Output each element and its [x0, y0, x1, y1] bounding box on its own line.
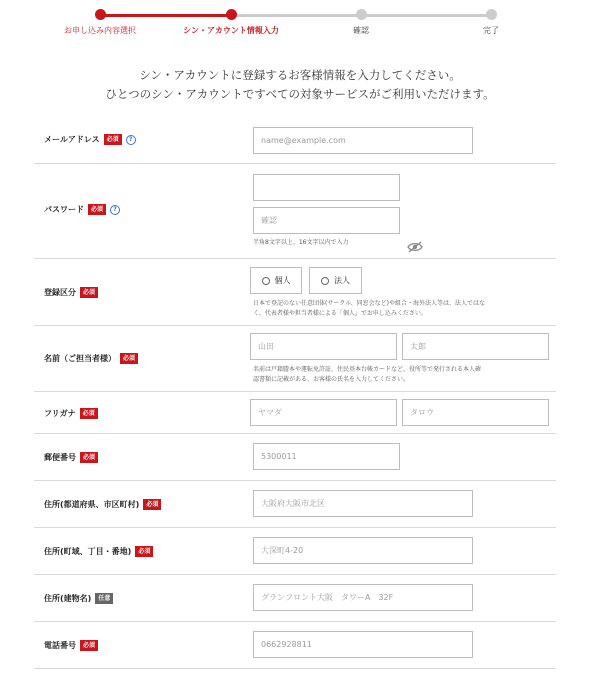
registration-form	[34, 120, 556, 669]
required-badge: 必須	[120, 353, 138, 364]
email-label-group	[44, 134, 136, 145]
radio-circle-icon	[262, 277, 270, 285]
postal-row	[34, 434, 556, 481]
step-3-label: 確認	[353, 26, 369, 35]
name-note	[253, 365, 481, 385]
postal-code-input[interactable]	[253, 443, 400, 470]
address3-row	[34, 575, 556, 622]
registration-type-label-group	[44, 287, 98, 298]
password-row	[34, 164, 556, 259]
furigana-row	[34, 392, 556, 434]
address1-row	[34, 481, 556, 528]
first-name-kana-input[interactable]	[402, 399, 549, 426]
address-prefecture-city-input[interactable]	[253, 490, 473, 517]
password-input[interactable]	[253, 174, 400, 201]
step-4-label: 完了	[483, 26, 499, 35]
first-name-input[interactable]	[402, 333, 549, 360]
address3-label: 住所(建物名)	[44, 594, 92, 603]
registration-type-note-line-1: 日本で登記のない任意団体(サークル、同窓会など)や組合・海外法人等は、法人ではな	[253, 300, 486, 307]
intro-line-2: ひとつのシン・アカウントですべての対象サービスがご利用いただけます。	[105, 87, 495, 101]
address3-label-group	[44, 593, 113, 604]
address-town-street-input[interactable]	[253, 537, 473, 564]
last-name-kana-input[interactable]	[250, 399, 397, 426]
required-badge: 必須	[143, 499, 161, 510]
optional-badge: 任意	[95, 593, 113, 604]
address2-row	[34, 528, 556, 575]
password-label: パスワード	[44, 205, 84, 214]
name-label: 名前（ご担当者様）	[44, 354, 116, 363]
required-badge: 必須	[80, 408, 98, 419]
phone-label: 電話番号	[44, 641, 76, 650]
step-2-dot	[226, 9, 237, 20]
name-row	[34, 326, 556, 392]
registration-type-note-line-2: く、代表者様や担当者様による「個人」でお申し込みください。	[253, 310, 427, 317]
required-badge: 必須	[80, 452, 98, 463]
last-name-input[interactable]	[250, 333, 397, 360]
radio-individual[interactable]	[250, 267, 302, 294]
registration-type-note	[253, 299, 485, 319]
address2-label-group	[44, 546, 153, 557]
radio-corporation[interactable]	[309, 267, 362, 294]
radio-circle-icon	[321, 277, 329, 285]
step-2-label: シン・アカウント情報入力	[183, 26, 279, 35]
step-1-label: お申し込み内容選択	[64, 26, 136, 35]
postal-label: 郵便番号	[44, 453, 76, 462]
radio-corporation-label: 法人	[334, 276, 350, 285]
step-4-dot	[486, 9, 497, 20]
name-note-line-2: 認書類に記載がある、お客様の氏名を入力してください。	[253, 376, 410, 383]
email-row	[34, 120, 556, 164]
password-label-group	[44, 204, 120, 215]
address-building-input[interactable]	[253, 584, 473, 611]
registration-type-row	[34, 259, 556, 326]
phone-row	[34, 622, 556, 669]
postal-label-group	[44, 452, 98, 463]
required-badge: 必須	[80, 640, 98, 651]
phone-input[interactable]	[253, 631, 473, 658]
password-note: 半角8文字以上、16文字以内で入力	[253, 239, 349, 246]
help-icon[interactable]: ?	[126, 135, 136, 145]
step-line-done	[100, 14, 231, 17]
address2-label: 住所(町域、丁目・番地)	[44, 547, 132, 556]
address1-label: 住所(都道府県、市区町村)	[44, 500, 140, 509]
step-1-dot	[95, 9, 106, 20]
step-3-dot	[356, 9, 367, 20]
intro-text	[0, 66, 600, 104]
required-badge: 必須	[80, 287, 98, 298]
intro-line-1: シン・アカウントに登録するお客様情報を入力してください。	[139, 68, 461, 82]
progress-steps	[0, 0, 600, 44]
email-input[interactable]	[253, 127, 473, 154]
registration-type-label: 登録区分	[44, 288, 76, 297]
furigana-label: フリガナ	[44, 409, 76, 418]
required-badge: 必須	[104, 134, 122, 145]
furigana-label-group	[44, 408, 98, 419]
required-badge: 必須	[135, 546, 153, 557]
required-badge: 必須	[88, 204, 106, 215]
email-label: メールアドレス	[44, 135, 100, 144]
phone-label-group	[44, 640, 98, 651]
address1-label-group	[44, 499, 161, 510]
password-confirm-input[interactable]	[253, 207, 400, 234]
radio-individual-label: 個人	[274, 276, 291, 285]
name-label-group	[44, 353, 138, 364]
name-note-line-1: 名前は戸籍謄本や運転免許証、住民基本台帳カードなど、役所等で発行される本人確	[253, 366, 482, 373]
eye-off-icon[interactable]	[407, 238, 423, 257]
help-icon[interactable]: ?	[110, 205, 120, 215]
